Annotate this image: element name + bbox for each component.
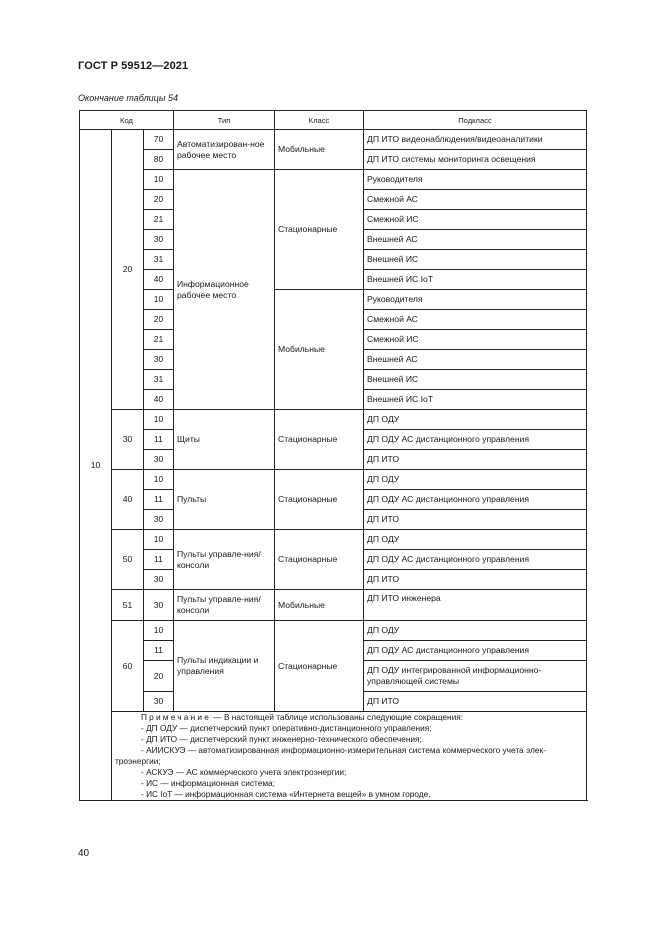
- code-level3: 30: [144, 510, 174, 530]
- table-header-row: [80, 111, 587, 130]
- subclass-cell: ДП ИТО видеонаблюдения/видеоаналитики: [364, 130, 587, 150]
- subclass-cell: ДП ОДУ АС дистанционного управления: [364, 641, 587, 661]
- note-item: - ДП ОДУ — диспетчерский пункт оперативно-дистанционного управления;: [141, 723, 432, 733]
- table-note: [112, 712, 587, 801]
- code-level3: 10: [144, 621, 174, 641]
- subclass-cell: Смежной АС: [364, 310, 587, 330]
- class-cell: Стационарные: [275, 170, 364, 290]
- code-level1: 10: [80, 130, 112, 801]
- code-level2: 20: [112, 130, 144, 410]
- subclass-cell: Руководителя: [364, 170, 587, 190]
- class-cell: Мобильные: [275, 290, 364, 410]
- subclass-cell: Внешней ИС: [364, 250, 587, 270]
- subclass-cell: Внешней ИС: [364, 370, 587, 390]
- subclass-cell: ДП ОДУ: [364, 470, 587, 490]
- code-level3: 30: [144, 230, 174, 250]
- code-level2: 30: [112, 410, 144, 470]
- subclass-cell: ДП ИТО: [364, 570, 587, 590]
- code-level3: 31: [144, 250, 174, 270]
- code-level3: 21: [144, 210, 174, 230]
- subclass-cell: ДП ОДУ интегрированной информационно-управляющей системы: [364, 661, 587, 692]
- table-caption: Окончание таблицы 54: [78, 93, 178, 103]
- subclass-cell: Смежной АС: [364, 190, 587, 210]
- code-level2: 50: [112, 530, 144, 590]
- class-cell: Стационарные: [275, 530, 364, 590]
- code-level3: 40: [144, 390, 174, 410]
- type-cell: Щиты: [174, 410, 275, 470]
- table-row: [80, 170, 587, 190]
- code-level3: 11: [144, 490, 174, 510]
- code-level2: 51: [112, 590, 144, 621]
- page-number: 40: [78, 848, 90, 859]
- type-cell: Автоматизирован-ное рабочее место: [174, 130, 275, 170]
- subclass-cell: ДП ОДУ АС дистанционного управления: [364, 550, 587, 570]
- type-cell: Пульты управле-ния/консоли: [174, 590, 275, 621]
- code-level3: 20: [144, 661, 174, 692]
- code-level3: 31: [144, 370, 174, 390]
- type-cell: Пульты: [174, 470, 275, 530]
- code-level3: 11: [144, 641, 174, 661]
- code-level3: 40: [144, 270, 174, 290]
- code-level3: 10: [144, 290, 174, 310]
- header-subclass: Подкласс: [364, 111, 587, 130]
- header-type: Тип: [174, 111, 275, 130]
- class-cell: Стационарные: [275, 621, 364, 712]
- code-level3: 11: [144, 550, 174, 570]
- subclass-cell: Внешней ИС IoT: [364, 270, 587, 290]
- code-level3: 10: [144, 410, 174, 430]
- code-level3: 21: [144, 330, 174, 350]
- subclass-cell: ДП ОДУ: [364, 621, 587, 641]
- type-cell: Пульты управле-ния/консоли: [174, 530, 275, 590]
- header-code: Код: [80, 111, 174, 130]
- header-class: Класс: [275, 111, 364, 130]
- note-item-continuation: троэнергии;: [115, 756, 161, 766]
- subclass-cell: ДП ОДУ АС дистанционного управления: [364, 430, 587, 450]
- class-cell: Стационарные: [275, 410, 364, 470]
- note-item: - АСКУЭ — АС коммерческого учета электроэнергии;: [141, 767, 347, 777]
- code-level3: 20: [144, 310, 174, 330]
- code-level3: 30: [144, 570, 174, 590]
- note-item: - ИС — информационная система;: [141, 778, 275, 788]
- subclass-cell: ДП ИТО системы мониторинга освещения: [364, 150, 587, 170]
- subclass-cell: ДП ОДУ: [364, 530, 587, 550]
- code-level3: 70: [144, 130, 174, 150]
- code-level3: 20: [144, 190, 174, 210]
- subclass-cell: ДП ОДУ: [364, 410, 587, 430]
- code-level3: 80: [144, 150, 174, 170]
- note-item: - АИИСКУЭ — автоматизированная информационно-измерительная система коммерческого учета элек-: [141, 745, 546, 755]
- code-level3: 30: [144, 590, 174, 621]
- subclass-cell: ДП ОДУ АС дистанционного управления: [364, 490, 587, 510]
- subclass-cell: Руководителя: [364, 290, 587, 310]
- code-level3: 11: [144, 430, 174, 450]
- table-row: [80, 290, 587, 310]
- code-level2: 60: [112, 621, 144, 712]
- code-level3: 30: [144, 692, 174, 712]
- subclass-cell: ДП ИТО: [364, 510, 587, 530]
- note-item: - ИС IoT — информационная система «Интернета вещей» в умном городе.: [141, 789, 431, 799]
- code-level3: 10: [144, 470, 174, 490]
- code-level3: 30: [144, 350, 174, 370]
- note-item: - ДП ИТО — диспетчерский пункт инженерно-технического обеспечения;: [141, 734, 422, 744]
- subclass-cell: Внешней АС: [364, 230, 587, 250]
- note-row: [80, 712, 587, 801]
- type-cell: Информационное рабочее место: [174, 170, 275, 410]
- table-row: [80, 130, 587, 150]
- table-row: [80, 410, 587, 430]
- note-intro: — В настоящей таблице использованы следующие сокращения:: [211, 712, 464, 722]
- note-intro-line: [115, 712, 583, 723]
- code-level3: 10: [144, 530, 174, 550]
- table-row: [80, 590, 587, 621]
- class-cell: Мобильные: [275, 590, 364, 621]
- note-label: Примечание: [141, 712, 212, 722]
- table-row: [80, 621, 587, 641]
- table-row: [80, 470, 587, 490]
- subclass-cell: Смежной ИС: [364, 210, 587, 230]
- subclass-cell: Внешней АС: [364, 350, 587, 370]
- class-cell: Стационарные: [275, 470, 364, 530]
- subclass-cell: ДП ИТО: [364, 450, 587, 470]
- document-header: ГОСТ Р 59512—2021: [78, 60, 189, 72]
- class-cell: Мобильные: [275, 130, 364, 170]
- table-row: [80, 530, 587, 550]
- type-cell: Пульты индикации и управления: [174, 621, 275, 712]
- subclass-cell: Смежной ИС: [364, 330, 587, 350]
- code-level3: 10: [144, 170, 174, 190]
- subclass-cell: Внешней ИС IoT: [364, 390, 587, 410]
- classification-table: [79, 110, 587, 801]
- subclass-cell: ДП ИТО инженера: [364, 590, 587, 621]
- subclass-cell: ДП ИТО: [364, 692, 587, 712]
- code-level3: 30: [144, 450, 174, 470]
- code-level2: 40: [112, 470, 144, 530]
